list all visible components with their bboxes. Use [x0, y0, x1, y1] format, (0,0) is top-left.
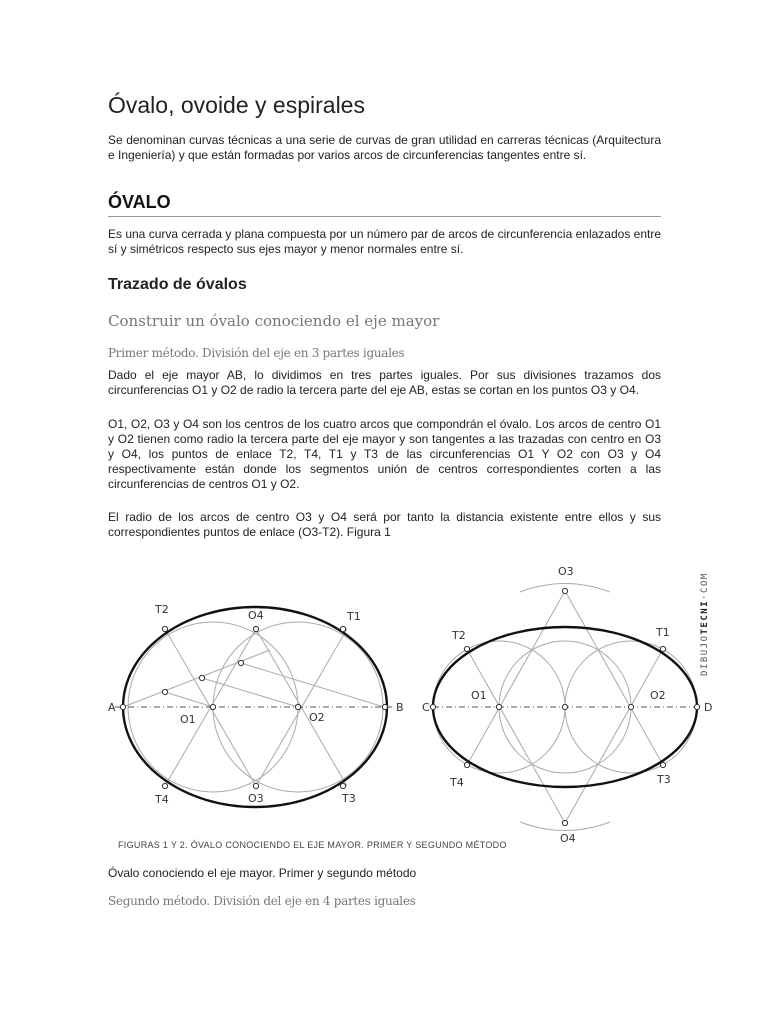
point-t1 — [340, 626, 345, 631]
label2-o1: O1 — [471, 689, 487, 702]
point-o1 — [210, 704, 215, 709]
point-d — [694, 704, 699, 709]
heading-eje-mayor: Construir un óvalo conociendo el eje mayor — [108, 312, 440, 330]
label-d: D — [704, 701, 713, 714]
label-t1: T1 — [347, 610, 361, 623]
point-c — [430, 704, 435, 709]
label-b: B — [396, 701, 404, 714]
point-t4 — [162, 783, 167, 788]
label-t4: T4 — [155, 793, 169, 806]
point-t2 — [162, 626, 167, 631]
point-div-2 — [199, 675, 204, 680]
paragraph-3: El radio de los arcos de centro O3 y O4 será por tanto la distancia existente entre ellos y sus correspondientes puntos de enlace (O3-T2). Figura 1 — [108, 510, 661, 539]
label-t3: T3 — [342, 792, 356, 805]
intro-paragraph: Se denominan curvas técnicas a una serie de curvas de gran utilidad en carreras técnicas (Arquitectura e Ingeniería) y que están formadas por varios arcos de circunferencias tangentes entre sí. — [108, 133, 661, 162]
heading-metodo-1: Primer método. División del eje en 3 partes iguales — [108, 346, 405, 360]
section-heading-ovalo: ÓVALO — [108, 192, 661, 217]
point-o2 — [295, 704, 300, 709]
ovalo-definition: Es una curva cerrada y plana compuesta por un número par de arcos de circunferencia enlazados entre sí y simétricos respecto sus ejes mayor y menor normales entre sí. — [108, 227, 661, 256]
point-o3 — [253, 783, 258, 788]
label-o3: O3 — [248, 792, 264, 805]
point2-t4 — [464, 762, 469, 767]
label2-o4: O4 — [560, 832, 576, 845]
label2-t2: T2 — [452, 629, 466, 642]
label-a: A — [108, 701, 116, 714]
point2-o3 — [562, 588, 567, 593]
line2-o4-t2 — [467, 649, 565, 823]
page-title: Óvalo, ovoide y espirales — [108, 92, 365, 118]
point2-t2 — [464, 646, 469, 651]
label2-t4: T4 — [450, 776, 464, 789]
label-c: C — [422, 701, 430, 714]
line2-o4-t1 — [565, 649, 663, 823]
point-b — [382, 704, 387, 709]
point-div-1 — [162, 689, 167, 694]
paragraph-2: O1, O2, O3 y O4 son los centros de los cuatro arcos que compondrán el óvalo. Los arcos de centro O1 y O2 tienen como radio la tercera parte del eje mayor y son tangentes a las trazadas con centro en O3 y O4, los puntos de enlace T2, T4, T1 y T3 de las circunferencias O1 Y O2 con O3 y O4 respectivamente están donde los segmentos unión de centros correspondientes corten a las circunferencias de centros O1 y O2. — [108, 417, 661, 491]
point2-t3 — [660, 762, 665, 767]
point2-o4 — [562, 820, 567, 825]
brand-suffix: ·COM — [700, 572, 710, 600]
point2-t1 — [660, 646, 665, 651]
division-line-main — [123, 650, 270, 707]
label-o2: O2 — [309, 711, 325, 724]
point-t3 — [340, 783, 345, 788]
line2-o3-t3 — [565, 591, 663, 765]
point-o4 — [253, 626, 258, 631]
point2-o1 — [496, 704, 501, 709]
figure-1 — [123, 622, 384, 792]
heading-metodo-2: Segundo método. División del eje en 4 partes iguales — [108, 894, 416, 908]
label2-o3: O3 — [558, 565, 574, 578]
point2-center — [562, 704, 567, 709]
point-a — [120, 704, 125, 709]
heading-trazado: Trazado de óvalos — [108, 276, 247, 293]
label2-t3: T3 — [657, 773, 671, 786]
brand-light: DIBUJO — [700, 634, 710, 676]
label2-t1: T1 — [656, 626, 670, 639]
line2-o3-t4 — [467, 591, 565, 765]
point2-o2 — [628, 704, 633, 709]
figure-caption: Óvalo conociendo el eje mayor. Primer y segundo método — [108, 866, 417, 880]
label-t2: T2 — [155, 603, 169, 616]
division-line-c — [241, 663, 384, 707]
label-o4: O4 — [248, 609, 264, 622]
figure-caption-small: FIGURAS 1 Y 2. ÓVALO CONOCIENDO EL EJE MAYOR. PRIMER Y SEGUNDO MÉTODO — [118, 840, 507, 850]
brand-watermark — [700, 572, 710, 676]
division-line-b — [202, 678, 298, 707]
label2-o2: O2 — [650, 689, 666, 702]
label-o1: O1 — [180, 713, 196, 726]
paragraph-1: Dado el eje mayor AB, lo dividimos en tres partes iguales. Por sus divisiones trazamos dos circunferencias O1 y O2 de radio la tercera parte del eje AB, estas se cortan en los puntos O3 y O4. — [108, 368, 661, 397]
point-div-3 — [238, 660, 243, 665]
brand-bold: TECNI — [700, 599, 710, 635]
